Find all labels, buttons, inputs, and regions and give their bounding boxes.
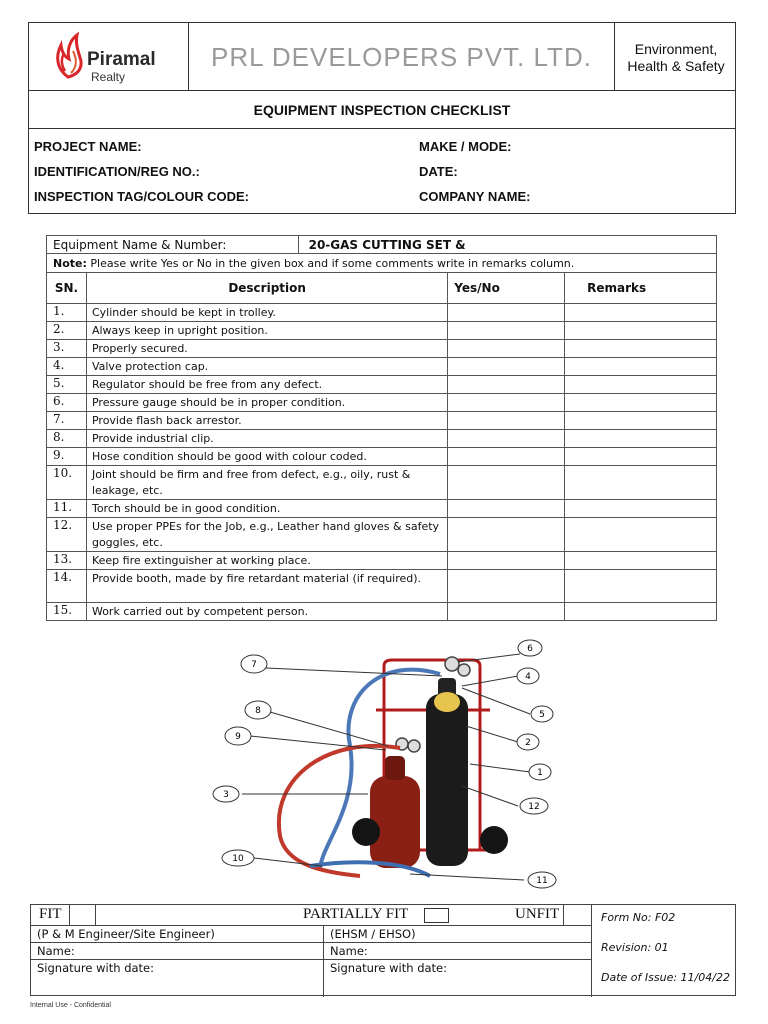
row-description: Properly secured. xyxy=(86,340,447,358)
row-yes-no-cell[interactable] xyxy=(448,412,565,430)
svg-text:10: 10 xyxy=(232,854,244,864)
engineer-signature-field[interactable]: Signature with date: xyxy=(37,961,154,975)
row-remarks-cell[interactable] xyxy=(565,322,717,340)
svg-text:7: 7 xyxy=(251,660,257,670)
callout-3 xyxy=(213,786,239,802)
row-yes-no-cell[interactable] xyxy=(448,552,565,570)
inspection-tag-field: INSPECTION TAG/COLOUR CODE: xyxy=(34,189,249,204)
make-mode-field: MAKE / MODE: xyxy=(419,139,512,154)
table-row xyxy=(47,340,717,358)
callout-7 xyxy=(241,655,267,673)
department-line-2: Health & Safety xyxy=(627,58,725,74)
row-remarks-cell[interactable] xyxy=(565,376,717,394)
table-row xyxy=(47,304,717,322)
row-yes-no-cell[interactable] xyxy=(448,570,565,603)
table-row xyxy=(47,448,717,466)
row-sn: 7. xyxy=(47,412,87,430)
row-yes-no-cell[interactable] xyxy=(448,394,565,412)
callout-8 xyxy=(245,701,271,719)
svg-text:8: 8 xyxy=(255,706,261,716)
row-description: Regulator should be free from any defect. xyxy=(86,376,447,394)
header-top-row xyxy=(29,23,735,91)
table-row xyxy=(47,603,717,621)
engineer-signoff xyxy=(31,926,324,997)
table-row xyxy=(47,518,717,552)
note-text: Please write Yes or No in the given box and if some comments write in remarks column. xyxy=(90,256,575,270)
row-remarks-cell[interactable] xyxy=(565,412,717,430)
row-sn: 4. xyxy=(47,358,87,376)
table-row xyxy=(47,412,717,430)
project-name-field: PROJECT NAME: xyxy=(34,139,142,154)
column-header-sn: SN. xyxy=(47,273,87,304)
ehs-role: (EHSM / EHSO) xyxy=(324,926,591,943)
row-sn: 10. xyxy=(47,466,87,500)
callout-2 xyxy=(517,734,539,750)
svg-text:11: 11 xyxy=(536,876,548,886)
revision-number: Revision: 01 xyxy=(601,941,669,954)
fitness-status-row xyxy=(31,905,591,926)
table-row xyxy=(47,322,717,340)
callout-4 xyxy=(517,668,539,684)
row-sn: 11. xyxy=(47,500,87,518)
equipment-name-value: 20-GAS CUTTING SET & xyxy=(298,236,716,254)
equipment-name-label: Equipment Name & Number: xyxy=(47,236,299,254)
row-description: Provide booth, made by fire retardant material (if required). xyxy=(86,570,447,603)
row-sn: 14. xyxy=(47,570,87,603)
column-header-description: Description xyxy=(86,273,447,304)
fit-checkbox[interactable] xyxy=(69,905,96,926)
column-header-yes-no: Yes/No xyxy=(448,273,565,304)
document-title: EQUIPMENT INSPECTION CHECKLIST xyxy=(29,91,735,129)
document-header xyxy=(28,22,736,214)
department-line-1: Environment, xyxy=(634,41,718,57)
row-sn: 13. xyxy=(47,552,87,570)
row-sn: 2. xyxy=(47,322,87,340)
row-remarks-cell[interactable] xyxy=(565,466,717,500)
row-remarks-cell[interactable] xyxy=(565,358,717,376)
svg-text:9: 9 xyxy=(235,732,241,742)
row-yes-no-cell[interactable] xyxy=(448,322,565,340)
row-yes-no-cell[interactable] xyxy=(448,518,565,552)
oxygen-cylinder xyxy=(426,678,468,866)
table-row xyxy=(47,466,717,500)
company-logo xyxy=(29,23,189,91)
callout-6 xyxy=(518,640,542,656)
identification-field: IDENTIFICATION/REG NO.: xyxy=(34,164,200,179)
row-description: Torch should be in good condition. xyxy=(86,500,447,518)
table-row xyxy=(47,358,717,376)
confidential-label: Internal Use - Confidential xyxy=(30,1002,111,1009)
table-row xyxy=(47,552,717,570)
fit-label: FIT xyxy=(39,906,62,922)
callout-12 xyxy=(520,798,548,814)
svg-text:3: 3 xyxy=(223,790,229,800)
row-sn: 12. xyxy=(47,518,87,552)
row-description: Cylinder should be kept in trolley. xyxy=(86,304,447,322)
unfit-checkbox[interactable] xyxy=(563,905,591,926)
company-name-field: COMPANY NAME: xyxy=(419,189,531,204)
row-remarks-cell[interactable] xyxy=(565,430,717,448)
row-description: Hose condition should be good with colour coded. xyxy=(86,448,447,466)
table-row xyxy=(47,500,717,518)
note-label: Note: xyxy=(53,256,87,270)
svg-text:2: 2 xyxy=(525,738,531,748)
row-remarks-cell[interactable] xyxy=(565,448,717,466)
table-row xyxy=(47,570,717,603)
row-description: Pressure gauge should be in proper condition. xyxy=(86,394,447,412)
table-row xyxy=(47,430,717,448)
row-description: Always keep in upright position. xyxy=(86,322,447,340)
row-sn: 6. xyxy=(47,394,87,412)
partially-fit-checkbox[interactable] xyxy=(424,908,449,923)
svg-text:4: 4 xyxy=(525,672,531,682)
row-yes-no-cell[interactable] xyxy=(448,376,565,394)
company-name: PRL DEVELOPERS PVT. LTD. xyxy=(211,42,592,72)
row-description: Provide flash back arrestor. xyxy=(86,412,447,430)
row-remarks-cell[interactable] xyxy=(565,518,717,552)
row-yes-no-cell[interactable] xyxy=(448,466,565,500)
row-sn: 8. xyxy=(47,430,87,448)
form-info xyxy=(591,905,737,997)
table-header-row xyxy=(47,273,717,304)
row-sn: 1. xyxy=(47,304,87,322)
row-description: Use proper PPEs for the Job, e.g., Leather hand gloves & safety goggles, etc. xyxy=(86,518,447,552)
row-yes-no-cell[interactable] xyxy=(448,340,565,358)
row-description: Work carried out by competent person. xyxy=(86,603,447,621)
row-sn: 5. xyxy=(47,376,87,394)
row-sn: 9. xyxy=(47,448,87,466)
row-remarks-cell[interactable] xyxy=(565,552,717,570)
column-header-remarks: Remarks xyxy=(565,273,717,304)
signoff-table xyxy=(30,904,736,996)
svg-text:1: 1 xyxy=(537,768,543,778)
table-row xyxy=(47,376,717,394)
row-remarks-cell[interactable] xyxy=(565,500,717,518)
callout-10 xyxy=(222,850,254,866)
row-remarks-cell[interactable] xyxy=(565,394,717,412)
row-remarks-cell[interactable] xyxy=(565,603,717,621)
checklist-rows xyxy=(47,304,717,621)
date-of-issue: Date of Issue: 11/04/22 xyxy=(601,971,730,984)
svg-text:6: 6 xyxy=(527,644,533,654)
row-description: Joint should be firm and free from defect, e.g., oily, rust & leakage, etc. xyxy=(86,466,447,500)
row-yes-no-cell[interactable] xyxy=(448,358,565,376)
row-yes-no-cell[interactable] xyxy=(448,603,565,621)
brand-subtitle: Realty xyxy=(91,70,126,84)
callout-9 xyxy=(225,727,251,745)
row-yes-no-cell[interactable] xyxy=(448,500,565,518)
svg-text:5: 5 xyxy=(539,710,545,720)
callout-11 xyxy=(528,872,556,888)
partially-fit-label: PARTIALLY FIT xyxy=(303,906,409,922)
callout-1 xyxy=(529,764,551,780)
row-description: Valve protection cap. xyxy=(86,358,447,376)
ehs-signature-field[interactable]: Signature with date: xyxy=(330,961,447,975)
unfit-label: UNFIT xyxy=(515,906,560,922)
gas-cutting-set-diagram xyxy=(200,636,580,896)
row-description: Provide industrial clip. xyxy=(86,430,447,448)
department-label xyxy=(614,23,737,91)
svg-text:12: 12 xyxy=(528,802,540,812)
form-number: Form No: F02 xyxy=(601,911,676,924)
inspection-checklist-table xyxy=(46,235,717,621)
row-remarks-cell[interactable] xyxy=(565,340,717,358)
row-remarks-cell[interactable] xyxy=(565,304,717,322)
note-row xyxy=(47,254,717,273)
engineer-role: (P & M Engineer/Site Engineer) xyxy=(31,926,323,943)
engineer-name-field[interactable]: Name: xyxy=(31,943,323,960)
row-sn: 3. xyxy=(47,340,87,358)
row-yes-no-cell[interactable] xyxy=(448,448,565,466)
piramal-flame-icon xyxy=(51,31,85,81)
ehs-name-field[interactable]: Name: xyxy=(324,943,591,960)
table-row xyxy=(47,394,717,412)
brand-name: Piramal xyxy=(87,49,156,70)
callout-5 xyxy=(531,706,553,722)
row-remarks-cell[interactable] xyxy=(565,570,717,603)
row-sn: 15. xyxy=(47,603,87,621)
date-field: DATE: xyxy=(419,164,458,179)
ehs-signoff xyxy=(324,926,591,997)
row-yes-no-cell[interactable] xyxy=(448,304,565,322)
row-yes-no-cell[interactable] xyxy=(448,430,565,448)
row-description: Keep fire extinguisher at working place. xyxy=(86,552,447,570)
acetylene-cylinder xyxy=(370,756,420,868)
